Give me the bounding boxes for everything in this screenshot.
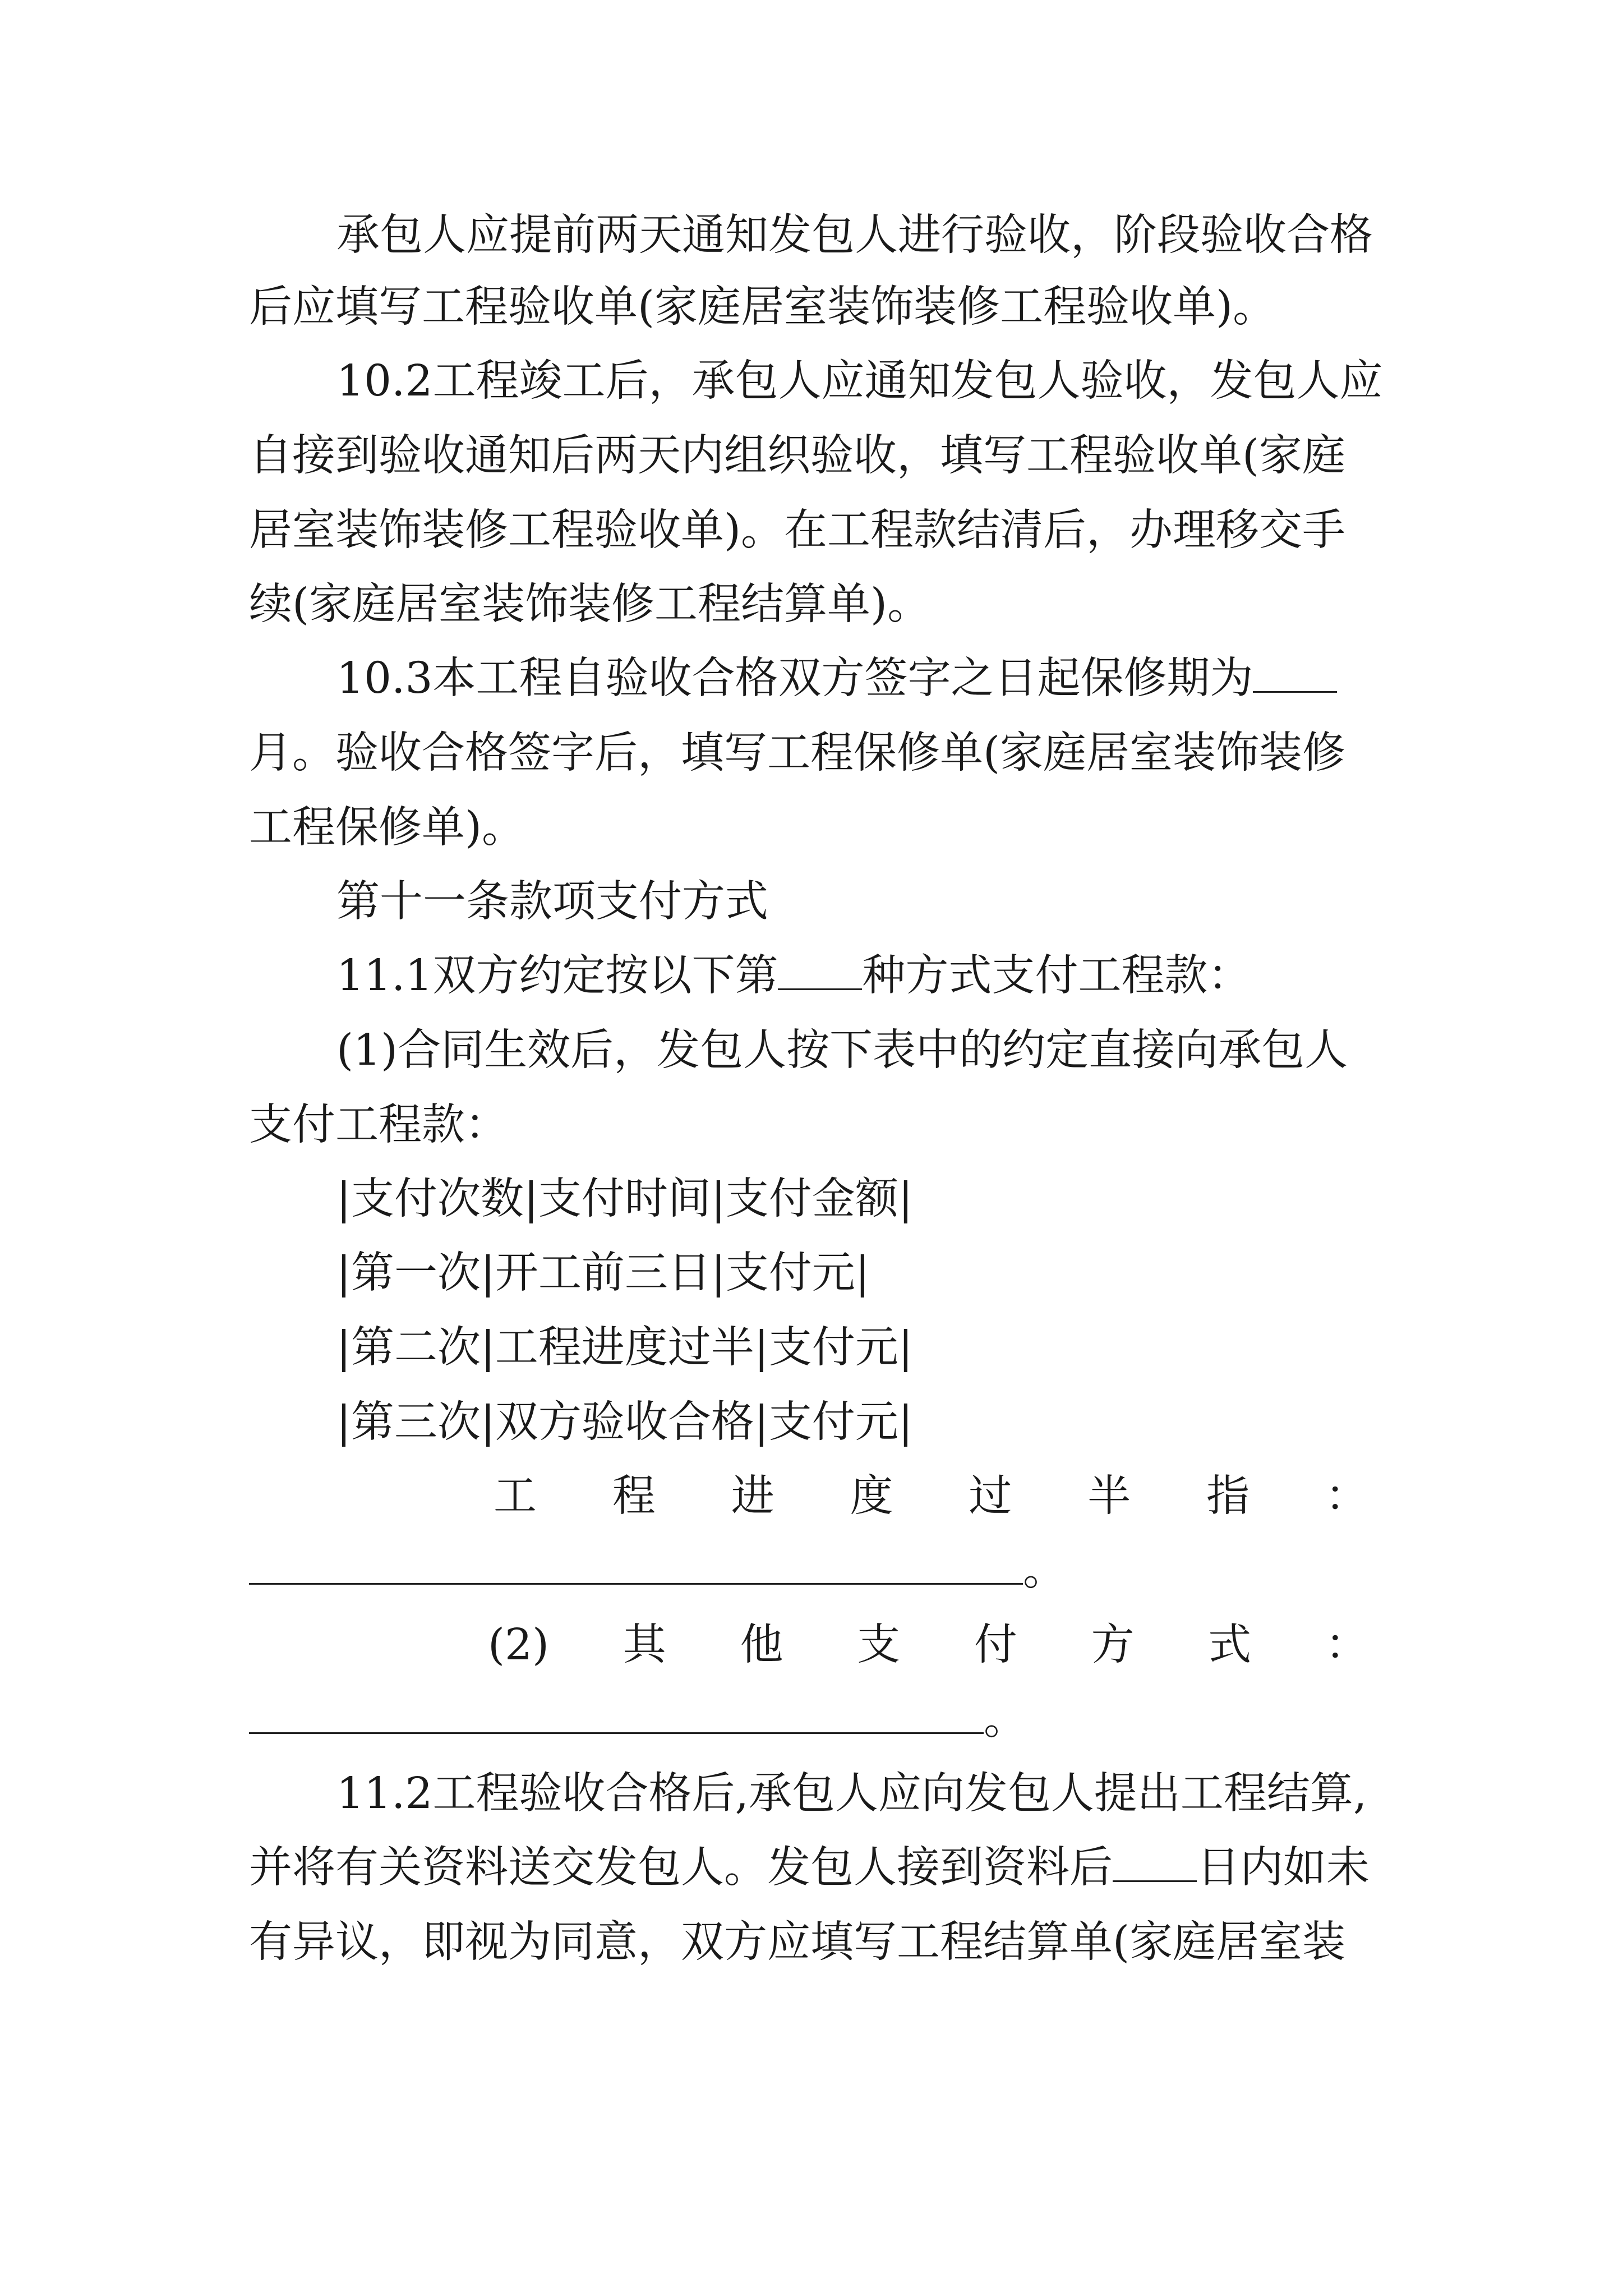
table-row: |第三次|双方验收合格|支付元| [336, 1397, 913, 1447]
paragraph-line: 10.2工程竣工后，承包人应通知发包人验收，发包人应 [336, 356, 1383, 406]
paragraph-line: 并将有关资料送交发包人。发包人接到资料后 日内如未 [249, 1841, 1374, 1895]
paragraph-line: 11.1双方约定按以下第 种方式支付工程款： [336, 949, 1374, 1003]
table-row: |支付次数|支付时间|支付金额| [336, 1174, 913, 1224]
spread-line: (2) 其 他 支 付 方 式 ： [488, 1620, 1368, 1670]
table-row: |第二次|工程进度过半|支付元| [336, 1323, 913, 1373]
table-row: |第一次|开工前三日|支付元| [336, 1248, 870, 1298]
fill-in-blank [778, 949, 862, 990]
fill-in-blank [249, 1693, 984, 1734]
paragraph-line: 承包人应提前两天通知发包人进行验收，阶段验收合格 [336, 210, 1373, 260]
fill-in-line: 。 [249, 1544, 1374, 1598]
fill-in-blank [249, 1544, 1023, 1585]
paragraph-line: 居室装饰装修工程验收单)。在工程款结清后，办理移交手 [249, 505, 1346, 555]
fill-in-blank [1253, 652, 1337, 693]
fill-in-line: 。 [249, 1693, 1374, 1747]
paragraph-line: 支付工程款： [249, 1100, 508, 1150]
fill-in-blank [1113, 1841, 1197, 1882]
paragraph-line: 后应填写工程验收单(家庭居室装饰装修工程验收单)。 [249, 282, 1276, 332]
paragraph-line: 月。验收合格签字后，填写工程保修单(家庭居室装饰装修 [249, 728, 1346, 778]
paragraph-line: 自接到验收通知后两天内组织验收，填写工程验收单(家庭 [249, 431, 1346, 481]
paragraph-line: 10.3本工程自验收合格双方签字之日起保修期为 [336, 652, 1374, 706]
paragraph-line: 续(家庭居室装饰装修工程结算单)。 [249, 579, 931, 629]
section-heading: 第十一条款项支付方式 [336, 877, 768, 927]
paragraph-line: 11.2工程验收合格后,承包人应向发包人提出工程结算, [336, 1769, 1367, 1819]
paragraph-line: 工程保修单)。 [249, 803, 525, 853]
spread-line: 工 程 进 度 过 半 指 ： [494, 1471, 1368, 1521]
paragraph-line: (1)合同生效后，发包人按下表中的约定直接向承包人 [336, 1025, 1348, 1075]
paragraph-line: 有异议，即视为同意，双方应填写工程结算单(家庭居室装 [249, 1917, 1346, 1967]
